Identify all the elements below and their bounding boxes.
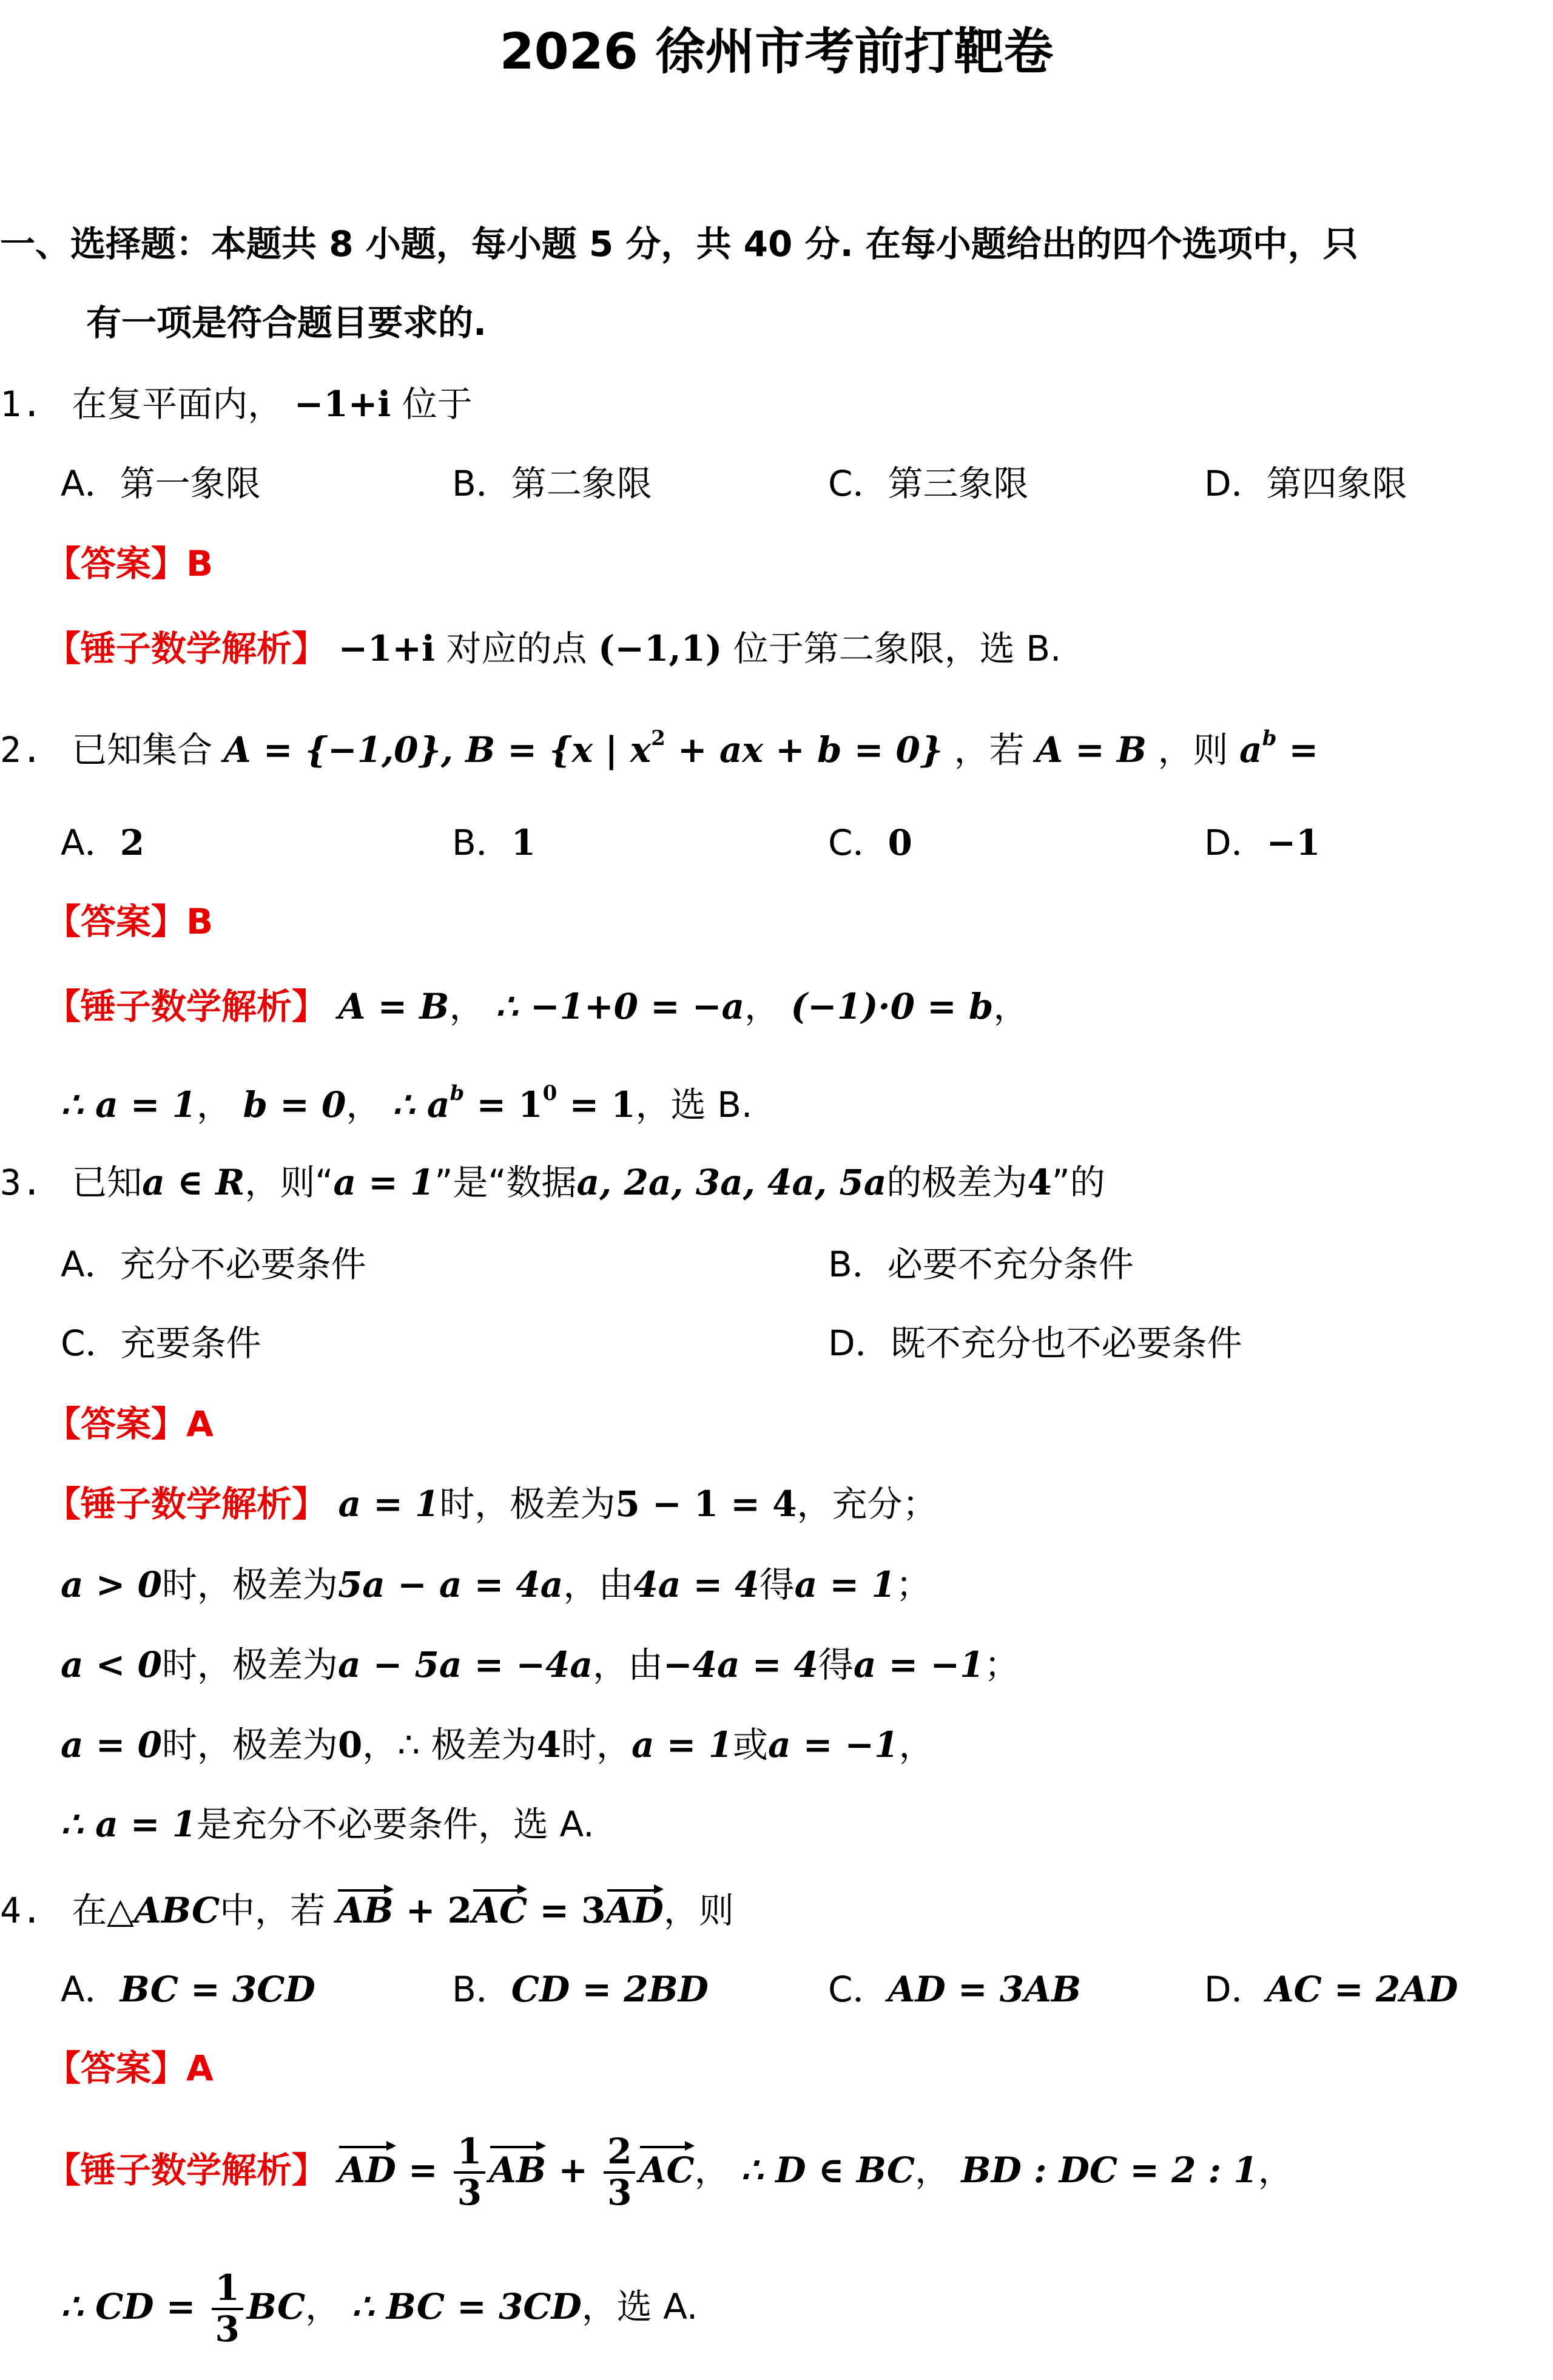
answer-label: 【答案】: [45, 2048, 187, 2089]
fraction-two-thirds: $\frac{2}{3}$: [604, 2132, 635, 2213]
analysis-line: 【锤子数学解析】 AD = $\frac{1}{3}$ AB + $\frac{2}{3}$ AC， ∴ D ∈ BC， BD : DC = 2 : 1，: [45, 2131, 1293, 2213]
option-d: D．第四象限: [1204, 463, 1407, 504]
vector-ad: AD: [605, 1890, 664, 1931]
option-c: C．AD = 3AB: [828, 1969, 1082, 2010]
option-b: B．第二象限: [452, 463, 652, 504]
answer-line: [45, 901, 214, 942]
question-2: 2. 已知集合 A = {−1,0}, B = {x | $x^2$ + ax + b = 0} ，若 A = B ，则 $a^b$ =: [0, 726, 1319, 770]
fraction-one-third: $\frac{1}{3}$: [212, 2269, 243, 2349]
answer-line: [45, 543, 214, 584]
answer-value: B: [186, 543, 214, 584]
option-a: A．充分不必要条件: [61, 1244, 366, 1285]
analysis-line: 【锤子数学解析】 A = B， ∴ −1+0 = −a， (−1)·0 = b，: [45, 986, 1029, 1027]
analysis-label: 【锤子数学解析】: [45, 986, 328, 1027]
question-4: 4. 在△ABC中，若 AB + 2AC = 3AD，则: [0, 1890, 734, 1931]
section-heading-line2: 有一项是符合题目要求的.: [86, 302, 487, 343]
analysis-line: 【锤子数学解析】 −1+i 对应的点 (−1,1) 位于第二象限，选 B.: [45, 628, 1062, 669]
analysis-line-3: a < 0时，极差为a − 5a = −4a，由−4a = 4得a = −1；: [61, 1644, 1020, 1685]
question-number: 4.: [0, 1890, 42, 1931]
option-c: C．充要条件: [61, 1323, 261, 1364]
answer-value: B: [186, 901, 214, 942]
page-title: 2026 徐州市考前打靶卷: [499, 23, 1054, 81]
analysis-line-4: a = 0时，极差为0，∴ 极差为4时，a = 1或a = −1，: [61, 1724, 934, 1765]
option-a: A．BC = 3CD: [61, 1969, 315, 2010]
option-c: C．第三象限: [828, 463, 1029, 504]
analysis-line-2: a > 0时，极差为5a − a = 4a，由4a = 4得a = 1；: [61, 1564, 931, 1605]
vector-ac: AC: [472, 1890, 528, 1931]
question-1: 1. 在复平面内， −1+i 位于: [0, 383, 473, 425]
fraction-one-third: $\frac{1}{3}$: [454, 2132, 485, 2213]
answer-value: A: [186, 1403, 214, 1445]
answer-line: [45, 2048, 214, 2089]
section-heading-line1: 一、选择题：本题共 8 小题，每小题 5 分，共 40 分. 在每小题给出的四个选项中，只: [0, 223, 1358, 265]
analysis-label: 【锤子数学解析】: [45, 2149, 328, 2191]
analysis-line-2: ∴ a = 1， b = 0， ∴ $a^b = 1^0 = 1$，选 B.: [61, 1081, 753, 1125]
question-number: 3.: [0, 1162, 42, 1203]
option-d: D．AC = 2AD: [1204, 1969, 1458, 2010]
option-d: D．既不充分也不必要条件: [828, 1323, 1242, 1364]
option-b: B．必要不充分条件: [828, 1244, 1134, 1285]
vector-ab: AB: [336, 1890, 394, 1931]
answer-label: 【答案】: [45, 1403, 187, 1445]
option-d: D．−1: [1204, 822, 1321, 863]
question-number: 2.: [0, 729, 42, 770]
analysis-label: 【锤子数学解析】: [45, 1483, 328, 1525]
analysis-line-5: ∴ a = 1是充分不必要条件，选 A.: [61, 1804, 595, 1845]
answer-label: 【答案】: [45, 901, 187, 942]
answer-value: A: [186, 2048, 214, 2089]
question-3: 3. 已知a ∈ R，则“a = 1”是“数据a, 2a, 3a, 4a, 5a的极差为4”的: [0, 1162, 1105, 1203]
analysis-line: 【锤子数学解析】 a = 1时，极差为5 − 1 = 4，充分；: [45, 1483, 938, 1525]
question-number: 1.: [0, 383, 42, 425]
option-b: B．CD = 2BD: [452, 1969, 709, 2010]
answer-line: [45, 1403, 214, 1445]
option-b: B．1: [452, 822, 536, 863]
option-c: C．0: [828, 822, 912, 863]
answer-label: 【答案】: [45, 543, 187, 584]
option-a: A．2: [61, 822, 145, 863]
option-a: A．第一象限: [61, 463, 261, 504]
analysis-label: 【锤子数学解析】: [45, 628, 328, 669]
analysis-line-2: ∴ CD = $\frac{1}{3}$ BC， ∴ BC = 3CD，选 A.: [61, 2267, 698, 2350]
